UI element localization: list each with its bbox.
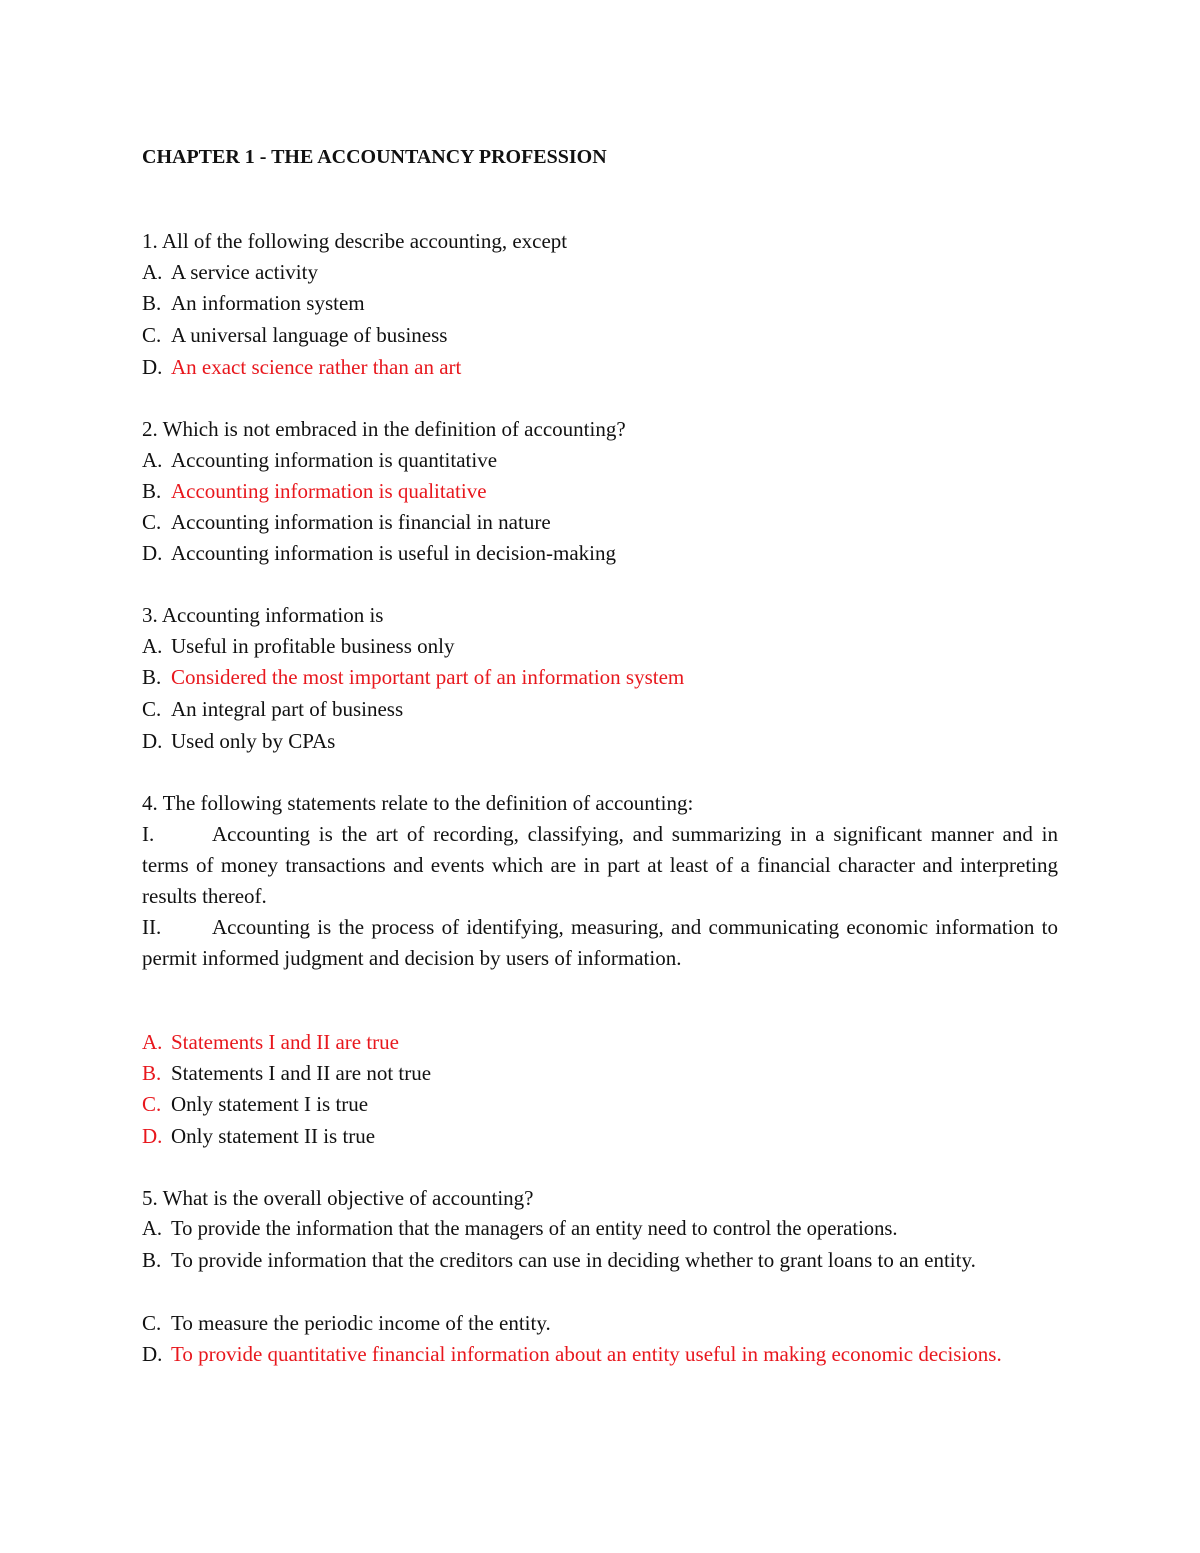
q3-option-a bbox=[142, 631, 454, 662]
statement-text: Accounting is the process of identifying, measuring, and communicating economic information to permit informed judgment and decision by users of information. bbox=[142, 915, 1058, 970]
option-letter: C. bbox=[142, 1092, 162, 1116]
answer-text: Statements I and II are true bbox=[171, 1030, 399, 1054]
option-letter: D. bbox=[142, 1342, 163, 1366]
option-letter: A. bbox=[142, 1218, 163, 1240]
option-letter: B. bbox=[142, 665, 162, 689]
option-letter: D. bbox=[142, 355, 163, 379]
option-letter: B. bbox=[142, 1061, 162, 1085]
q4-statement-2 bbox=[142, 912, 1058, 974]
option-letter: D. bbox=[142, 1124, 163, 1148]
q4-option-d bbox=[142, 1121, 375, 1152]
q1-option-c bbox=[142, 320, 447, 351]
q5-option-d bbox=[142, 1339, 1058, 1370]
option-text: Only statement II is true bbox=[171, 1124, 376, 1148]
q4-stem: 4. The following statements relate to the definition of accounting: bbox=[142, 791, 694, 815]
q3-option-b bbox=[142, 662, 684, 693]
option-text: An information system bbox=[171, 291, 365, 315]
option-letter: D. bbox=[142, 729, 163, 753]
option-text: A universal language of business bbox=[171, 323, 448, 347]
option-text: To provide the information that the managers of an entity need to control the operations. bbox=[171, 1218, 898, 1240]
chapter-title: CHAPTER 1 - THE ACCOUNTANCY PROFESSION bbox=[142, 146, 607, 168]
option-letter: A. bbox=[142, 634, 163, 658]
option-text: To provide information that the creditors can use in deciding whether to grant loans to an entity. bbox=[171, 1248, 976, 1272]
option-letter: C. bbox=[142, 697, 162, 721]
answer-text: Considered the most important part of an information system bbox=[171, 665, 685, 689]
option-letter: B. bbox=[142, 479, 162, 503]
option-letter: C. bbox=[142, 1311, 162, 1335]
q2-option-b bbox=[142, 476, 487, 507]
answer-text: To provide quantitative financial information about an entity useful in making economic decisions. bbox=[171, 1342, 1002, 1366]
option-text: Accounting information is financial in nature bbox=[171, 510, 551, 534]
q2-stem: 2. Which is not embraced in the definition of accounting? bbox=[142, 417, 626, 441]
option-letter: C. bbox=[142, 323, 162, 347]
option-letter: C. bbox=[142, 510, 162, 534]
option-text: Statements I and II are not true bbox=[171, 1061, 432, 1085]
q3-option-d bbox=[142, 726, 335, 757]
option-text: Only statement I is true bbox=[171, 1092, 369, 1116]
q5-stem: 5. What is the overall objective of accounting? bbox=[142, 1186, 534, 1210]
q4-option-b bbox=[142, 1058, 431, 1089]
statement-numeral: II. bbox=[142, 915, 162, 939]
option-letter: B. bbox=[142, 291, 162, 315]
q4-option-c bbox=[142, 1089, 368, 1120]
option-text: A service activity bbox=[171, 260, 318, 284]
statement-text: Accounting is the art of recording, classifying, and summarizing in a significant manner and in terms of money transactions and events which are in part at least of a financial character and interpreting results thereof. bbox=[142, 822, 1058, 908]
answer-text: An exact science rather than an art bbox=[171, 355, 462, 379]
q1-option-a bbox=[142, 257, 318, 288]
q1-option-d bbox=[142, 352, 461, 383]
statement-numeral: I. bbox=[142, 822, 155, 846]
q5-option-b bbox=[142, 1245, 1058, 1276]
q3-stem: 3. Accounting information is bbox=[142, 603, 384, 627]
q1-stem: 1. All of the following describe accounting, except bbox=[142, 229, 568, 253]
option-text: Used only by CPAs bbox=[171, 729, 336, 753]
option-letter: A. bbox=[142, 448, 163, 472]
option-letter: D. bbox=[142, 541, 163, 565]
option-text: To measure the periodic income of the entity. bbox=[171, 1311, 551, 1335]
q4-option-a bbox=[142, 1027, 399, 1058]
q3-option-c bbox=[142, 694, 403, 725]
answer-text: Accounting information is qualitative bbox=[171, 479, 487, 503]
option-letter: B. bbox=[142, 1248, 162, 1272]
q4-statement-1 bbox=[142, 819, 1058, 912]
q2-option-a bbox=[142, 445, 497, 476]
q5-option-a bbox=[142, 1214, 898, 1245]
option-letter: A. bbox=[142, 260, 163, 284]
q2-option-c bbox=[142, 507, 551, 538]
q1-option-b bbox=[142, 288, 365, 319]
option-letter: A. bbox=[142, 1030, 163, 1054]
option-text: Useful in profitable business only bbox=[171, 634, 455, 658]
option-text: An integral part of business bbox=[171, 697, 404, 721]
q5-option-c bbox=[142, 1308, 551, 1339]
q2-option-d bbox=[142, 538, 616, 569]
option-text: Accounting information is quantitative bbox=[171, 448, 498, 472]
option-text: Accounting information is useful in decision-making bbox=[171, 541, 616, 565]
